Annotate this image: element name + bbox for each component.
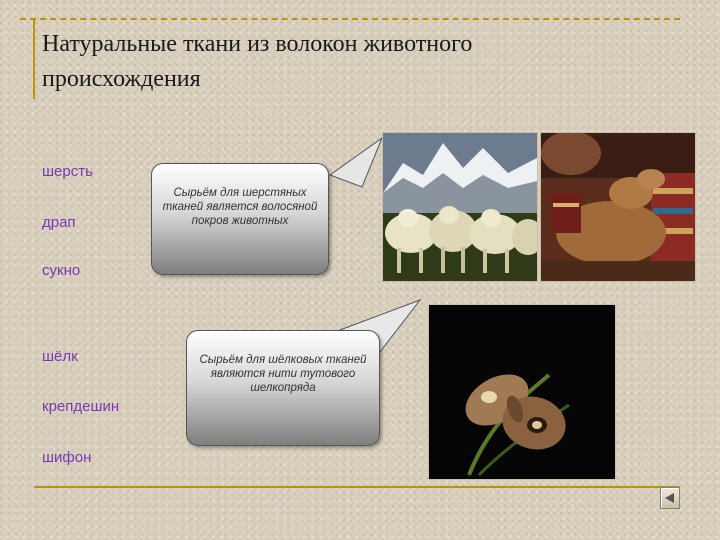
title-accent-bar bbox=[33, 19, 35, 99]
wool-callout bbox=[151, 163, 329, 275]
silk-callout bbox=[186, 330, 380, 446]
list-item-sukno: сукно bbox=[42, 262, 81, 279]
list-item-wool: шерсть bbox=[42, 163, 93, 180]
sheep-photo bbox=[382, 132, 538, 282]
wool-callout-text: Сырьём для шерстяных тканей является волосяной покров животных bbox=[162, 187, 318, 227]
list-item-silk: шёлк bbox=[42, 348, 78, 365]
silkmoth-photo bbox=[428, 304, 616, 480]
silk-callout-text: Сырьём для шёлковых тканей являются нити тутового шелкопряда bbox=[199, 354, 367, 394]
bottom-divider bbox=[34, 486, 680, 488]
list-item-drap: драп bbox=[42, 214, 76, 231]
list-item-crepe-de-chine: крепдешин bbox=[42, 398, 120, 415]
back-arrow-icon[interactable] bbox=[660, 487, 680, 509]
list-item-chiffon: шифон bbox=[42, 449, 92, 466]
top-divider bbox=[20, 18, 680, 20]
camel-photo bbox=[540, 132, 696, 282]
title-line-1: Натуральные ткани из волокон животного bbox=[42, 31, 473, 57]
slide-title bbox=[42, 27, 662, 97]
title-line-2: происхождения bbox=[42, 66, 201, 92]
